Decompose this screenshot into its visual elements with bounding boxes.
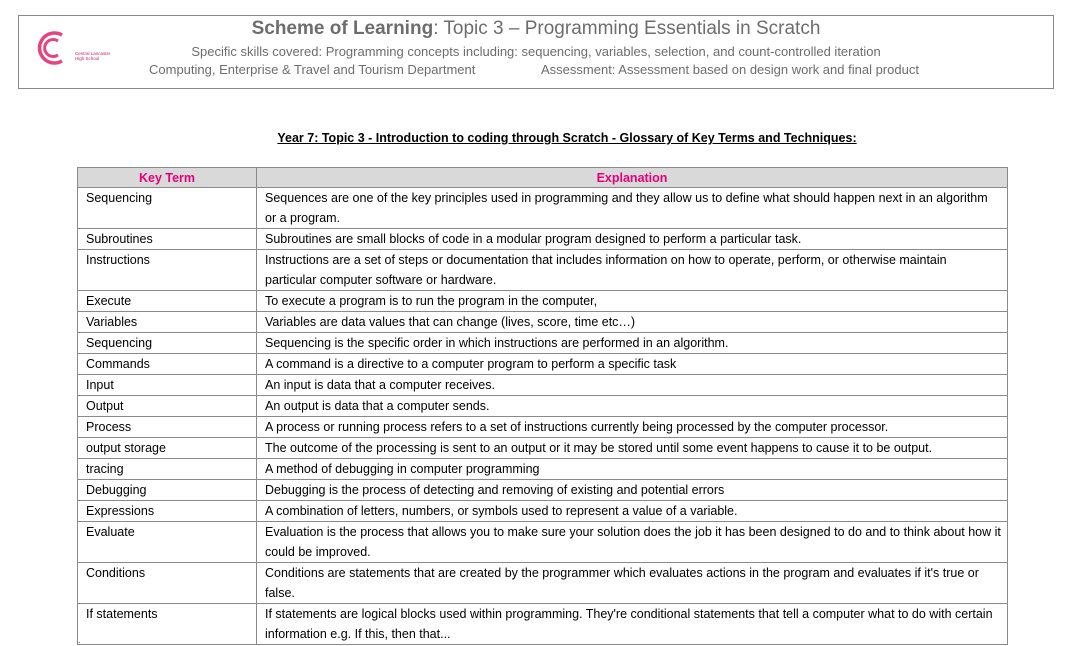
column-header-key-term: Key Term <box>78 168 257 188</box>
table-row <box>78 188 1008 229</box>
table-row <box>78 312 1008 333</box>
key-term-cell: Variables <box>78 312 257 333</box>
explanation-cell: The outcome of the processing is sent to an output or it may be stored until some event happens to cause it to be output. <box>257 438 1008 459</box>
column-header-explanation: Explanation <box>257 168 1008 188</box>
key-term-cell: Evaluate <box>78 522 257 563</box>
glossary-table <box>77 167 1008 645</box>
explanation-cell: Sequences are one of the key principles used in programming and they allow us to define what should happen next in an algorithm or a program. <box>257 188 1008 229</box>
key-term-cell: Debugging <box>78 480 257 501</box>
explanation-cell: A process or running process refers to a set of instructions currently being processed by the computer processor. <box>257 417 1008 438</box>
department-text: Computing, Enterprise & Travel and Tourism Department <box>149 62 476 77</box>
key-term-cell: Sequencing <box>78 188 257 229</box>
table-header-row <box>78 168 1008 188</box>
glossary-body <box>78 188 1008 645</box>
table-row <box>78 375 1008 396</box>
explanation-cell: Debugging is the process of detecting and removing of existing and potential errors <box>257 480 1008 501</box>
explanation-cell: Subroutines are small blocks of code in a modular program designed to perform a particular task. <box>257 229 1008 250</box>
explanation-cell: Conditions are statements that are created by the programmer which evaluates actions in the program and evaluates if it's true or false. <box>257 563 1008 604</box>
table-row <box>78 291 1008 312</box>
explanation-cell: A command is a directive to a computer program to perform a specific task <box>257 354 1008 375</box>
table-row <box>78 229 1008 250</box>
explanation-cell: Sequencing is the specific order in which instructions are performed in an algorithm. <box>257 333 1008 354</box>
table-row <box>78 396 1008 417</box>
key-term-cell: If statements <box>78 604 257 645</box>
glossary-title: Year 7: Topic 3 - Introduction to coding through Scratch - Glossary of Key Terms and Techniques: <box>277 131 857 145</box>
explanation-cell: An input is data that a computer receives. <box>257 375 1008 396</box>
explanation-cell: Variables are data values that can change (lives, score, time etc…) <box>257 312 1008 333</box>
explanation-cell: To execute a program is to run the program in the computer, <box>257 291 1008 312</box>
trailing-dot: . <box>78 636 81 645</box>
title-bold: Scheme of Learning <box>251 18 434 39</box>
key-term-cell: Output <box>78 396 257 417</box>
document-header <box>18 15 1054 89</box>
explanation-cell: A method of debugging in computer programming <box>257 459 1008 480</box>
table-row <box>78 333 1008 354</box>
key-term-cell: Conditions <box>78 563 257 604</box>
key-term-cell: Expressions <box>78 501 257 522</box>
title-rest: : Topic 3 – Programming Essentials in Scratch <box>433 18 821 39</box>
explanation-cell: If statements are logical blocks used within programming. They're conditional statements that tell a computer what to do with certain information e.g. If this, then that... <box>257 604 1008 645</box>
key-term-cell: Commands <box>78 354 257 375</box>
skills-line: Specific skills covered: Programming concepts including: sequencing, variables, selection, and count-controlled iteration <box>191 44 881 59</box>
table-row <box>78 417 1008 438</box>
explanation-cell: A combination of letters, numbers, or symbols used to represent a value of a variable. <box>257 501 1008 522</box>
table-row <box>78 480 1008 501</box>
table-row <box>78 250 1008 291</box>
key-term-cell: Sequencing <box>78 333 257 354</box>
assessment-text: Assessment: Assessment based on design work and final product <box>541 62 919 77</box>
table-row <box>78 438 1008 459</box>
table-row <box>78 604 1008 645</box>
key-term-cell: Instructions <box>78 250 257 291</box>
key-term-cell: output storage <box>78 438 257 459</box>
table-row <box>78 522 1008 563</box>
key-term-cell: Subroutines <box>78 229 257 250</box>
table-row <box>78 459 1008 480</box>
table-row <box>78 563 1008 604</box>
explanation-cell: An output is data that a computer sends. <box>257 396 1008 417</box>
key-term-cell: Input <box>78 375 257 396</box>
explanation-cell: Evaluation is the process that allows you to make sure your solution does the job it has been designed to do and to think about how it could be improved. <box>257 522 1008 563</box>
table-row <box>78 501 1008 522</box>
key-term-cell: tracing <box>78 459 257 480</box>
logo-text: Central Lancaster High School <box>75 51 111 61</box>
key-term-cell: Process <box>78 417 257 438</box>
page-title <box>19 18 1053 40</box>
explanation-cell: Instructions are a set of steps or documentation that includes information on how to operate, perform, or otherwise maintain particular computer software or hardware. <box>257 250 1008 291</box>
table-row <box>78 354 1008 375</box>
key-term-cell: Execute <box>78 291 257 312</box>
